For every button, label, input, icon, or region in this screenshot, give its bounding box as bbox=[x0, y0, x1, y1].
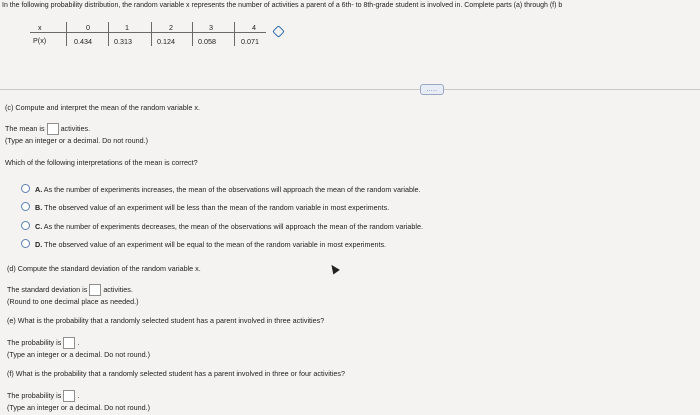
part-c-answer-prefix: The mean is bbox=[5, 123, 45, 133]
option-b[interactable] bbox=[35, 203, 389, 212]
table-column-divider bbox=[151, 22, 152, 46]
option-c[interactable] bbox=[35, 222, 423, 231]
part-d-answer-prefix: The standard deviation is bbox=[7, 284, 88, 294]
option-b-letter: B. bbox=[35, 203, 43, 212]
std-dev-answer-input[interactable] bbox=[89, 284, 101, 296]
option-b-radio[interactable] bbox=[21, 202, 30, 211]
problem-statement: In the following probability distribution, the random variable x represents the number of activities a parent of a 6th- to 8th-grade student is involved in. Complete parts (a) through (f) b bbox=[2, 2, 563, 9]
option-c-letter: C. bbox=[35, 222, 43, 231]
mean-answer-input[interactable] bbox=[47, 123, 59, 135]
part-f-title: (f) What is the probability that a randomly selected student has a parent involved in three or four activities? bbox=[7, 369, 345, 378]
part-e-answer-line bbox=[7, 337, 79, 349]
part-e-answer-prefix: The probability is bbox=[7, 337, 62, 347]
part-e-hint: (Type an integer or a decimal. Do not round.) bbox=[7, 350, 151, 359]
table-p-value: 0.313 bbox=[114, 37, 132, 46]
table-column-divider bbox=[66, 22, 67, 46]
part-d-hint: (Round to one decimal place as needed.) bbox=[7, 297, 139, 306]
table-p-value: 0.124 bbox=[157, 37, 175, 46]
mouse-cursor-icon bbox=[328, 263, 340, 275]
expand-more-button[interactable]: ..... bbox=[420, 84, 444, 95]
option-c-radio[interactable] bbox=[21, 221, 30, 230]
part-e-title: (e) What is the probability that a randomly selected student has a parent involved in three activities? bbox=[7, 316, 325, 325]
part-c-answer-suffix: activities. bbox=[60, 123, 91, 133]
part-e-answer-suffix: . bbox=[77, 337, 80, 347]
table-x-value: 0 bbox=[86, 23, 90, 32]
part-f-answer-prefix: The probability is bbox=[7, 390, 62, 400]
option-d-text: The observed value of an experiment will be equal to the mean of the random variable in most experiments. bbox=[44, 240, 387, 249]
part-c-title: (c) Compute and interpret the mean of the random variable x. bbox=[5, 103, 200, 112]
table-x-value: 4 bbox=[252, 23, 256, 32]
table-x-value: 1 bbox=[125, 23, 129, 32]
table-column-divider bbox=[108, 22, 109, 46]
section-divider bbox=[0, 89, 700, 90]
option-a[interactable] bbox=[35, 185, 421, 194]
table-x-value: 2 bbox=[169, 23, 173, 32]
table-column-divider bbox=[192, 22, 193, 46]
option-a-text: As the number of experiments increases, the mean of the observations will approach the mean of the random variable. bbox=[43, 185, 421, 194]
option-d[interactable] bbox=[35, 240, 386, 249]
copy-table-icon[interactable] bbox=[272, 25, 285, 38]
part-f-hint: (Type an integer or a decimal. Do not round.) bbox=[7, 403, 151, 412]
table-column-divider bbox=[234, 22, 235, 46]
part-f-answer-suffix: . bbox=[77, 390, 80, 400]
option-a-letter: A. bbox=[35, 185, 43, 194]
option-c-text: As the number of experiments decreases, the mean of the observations will approach the mean of the random variable. bbox=[43, 222, 423, 231]
part-f-answer-line bbox=[7, 390, 79, 402]
option-b-text: The observed value of an experiment will be less than the mean of the random variable in most experiments. bbox=[44, 203, 390, 212]
part-d-title: (d) Compute the standard deviation of the random variable x. bbox=[7, 264, 201, 273]
table-p-value: 0.071 bbox=[241, 37, 259, 46]
option-d-letter: D. bbox=[35, 240, 43, 249]
part-c-question: Which of the following interpretations of the mean is correct? bbox=[5, 158, 198, 167]
table-p-header: P(x) bbox=[33, 36, 47, 45]
table-p-value: 0.434 bbox=[74, 37, 92, 46]
part-c-hint: (Type an integer or a decimal. Do not round.) bbox=[5, 136, 149, 145]
table-p-value: 0.058 bbox=[198, 37, 216, 46]
prob-three-or-four-answer-input[interactable] bbox=[63, 390, 75, 402]
part-d-answer-suffix: activities. bbox=[103, 284, 133, 294]
prob-three-answer-input[interactable] bbox=[63, 337, 75, 349]
part-d-answer-line bbox=[7, 284, 133, 296]
option-d-radio[interactable] bbox=[21, 239, 30, 248]
part-c-answer-line bbox=[5, 123, 90, 135]
table-x-value: 3 bbox=[209, 23, 213, 32]
option-a-radio[interactable] bbox=[21, 184, 30, 193]
table-x-header: x bbox=[38, 23, 42, 32]
